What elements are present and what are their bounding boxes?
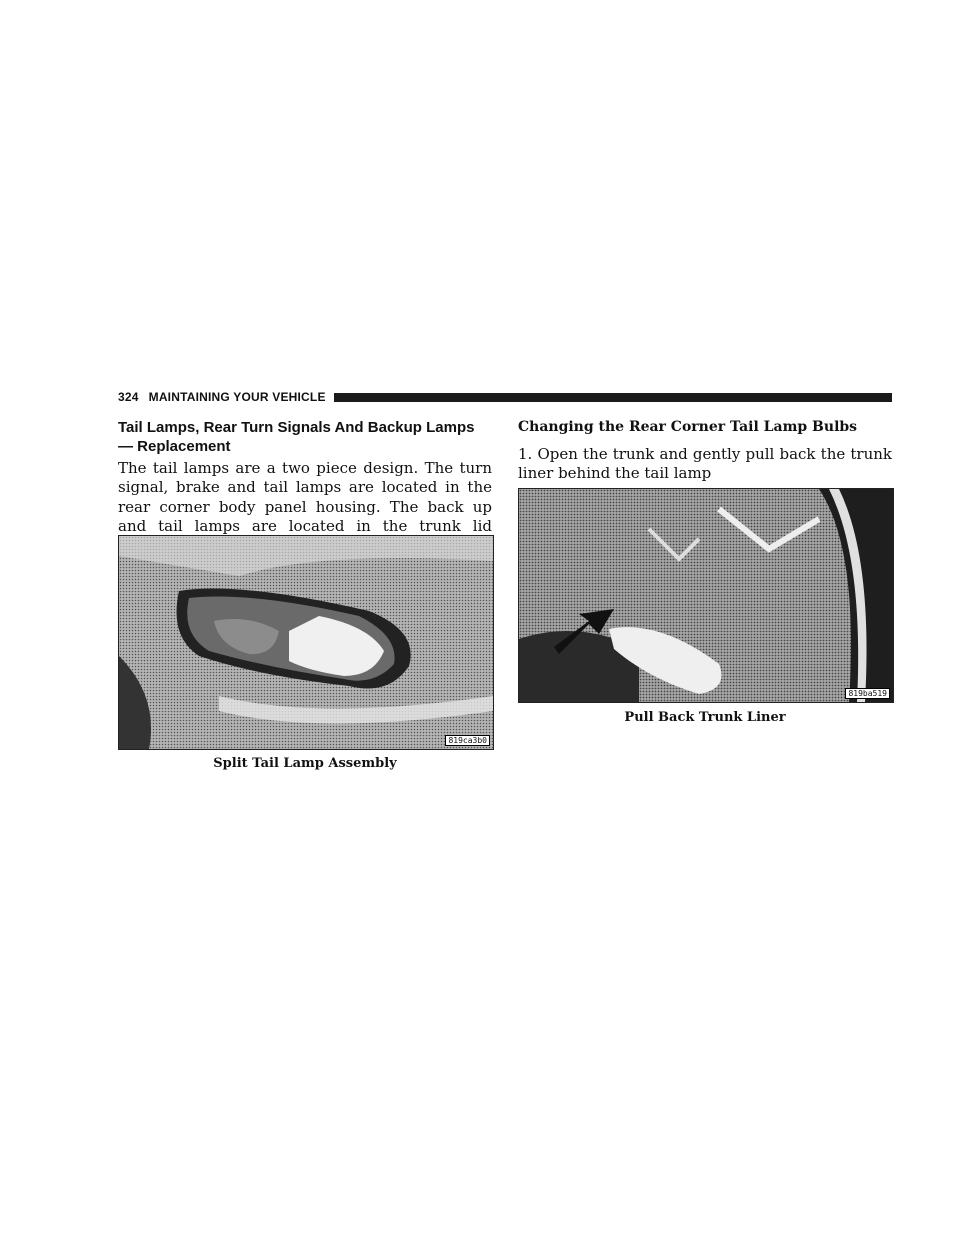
figure-code: 819ba519: [845, 688, 890, 699]
trunk-liner-illustration: [519, 489, 893, 702]
right-column: [518, 418, 892, 484]
subsection-heading: Changing the Rear Corner Tail Lamp Bulbs: [518, 419, 858, 435]
figure-caption: Pull Back Trunk Liner: [624, 710, 786, 725]
step-paragraph: 1. Open the trunk and gently pull back the trunk liner behind the tail lamp: [518, 445, 892, 483]
tail-lamp-photo: [118, 535, 494, 750]
section-heading: Tail Lamps, Rear Turn Signals And Backup Lamps — Replacement: [118, 419, 475, 455]
section-title: MAINTAINING YOUR VEHICLE: [148, 390, 326, 404]
figure-code: 819ca3b0: [445, 735, 490, 746]
figure-caption: Split Tail Lamp Assembly: [213, 756, 397, 771]
page-header: [118, 389, 892, 405]
tail-lamp-illustration: [119, 536, 493, 749]
header-rule: [334, 393, 892, 402]
page-number: 324: [118, 390, 139, 404]
trunk-liner-photo: [518, 488, 894, 703]
body-paragraph: The tail lamps are a two piece design. The turn signal, brake and tail lamps are located in the rear corner body panel housing. The back up and tail lamps are located in the trunk lid: [118, 459, 492, 536]
